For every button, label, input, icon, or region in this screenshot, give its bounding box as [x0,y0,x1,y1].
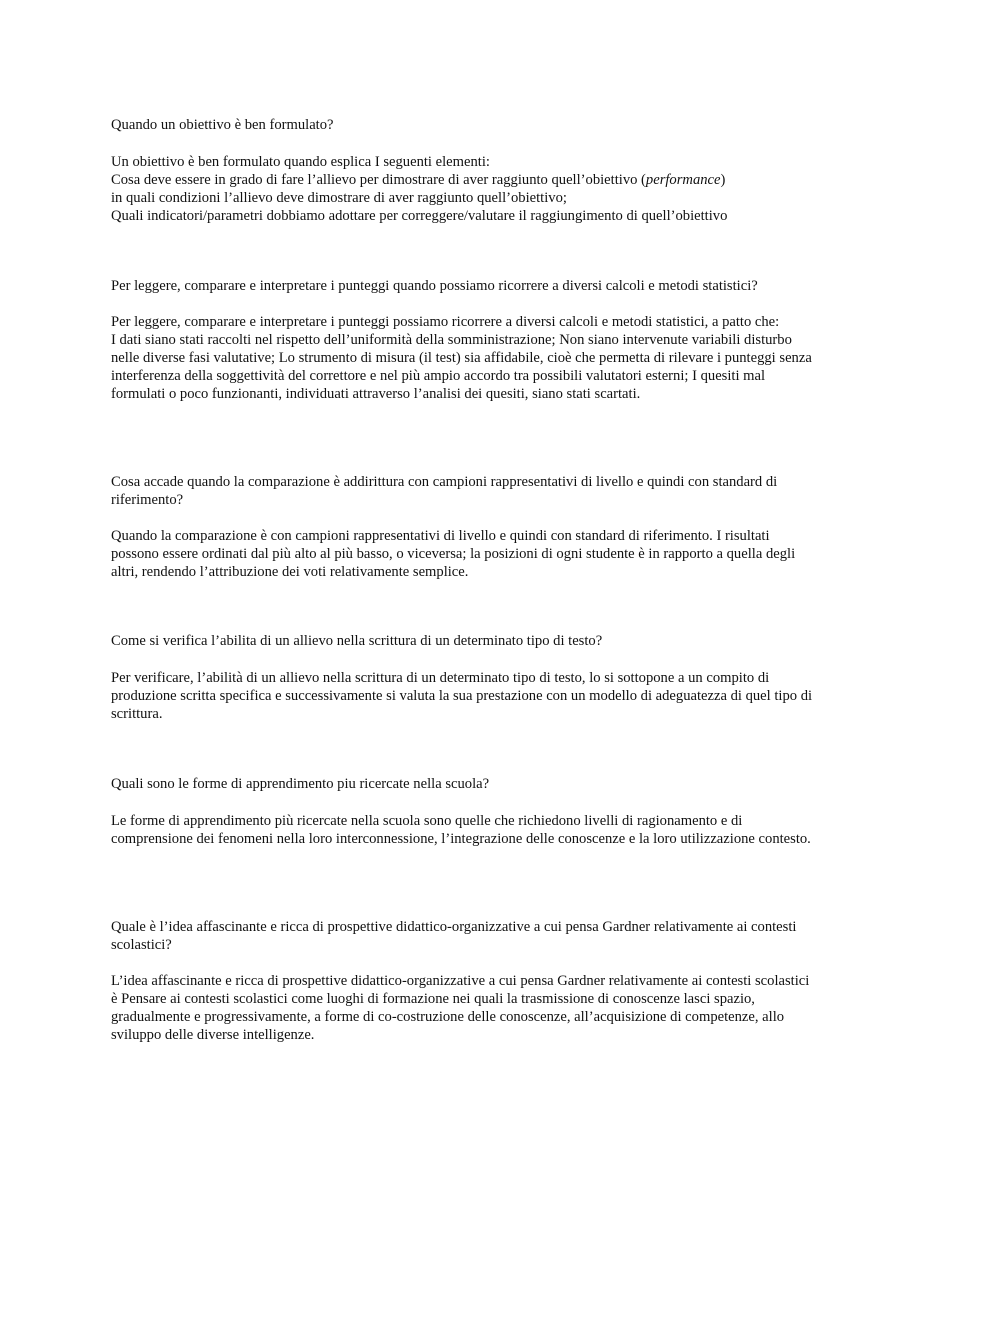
question-1 [111,116,911,134]
answer-line: formulati o poco funzionanti, individuati attraverso l’analisi dei quesiti, siano stati scartati. [111,386,641,402]
answer-line: L’idea affascinante e ricca di prospettive didattico-organizzative a cui pensa Gardner relativamente ai contesti scolastici [111,973,810,989]
answer-line: comprensione dei fenomeni nella loro interconnessione, l’integrazione delle conoscenze e la loro utilizzazione contesto. [111,831,811,847]
answer-line: Quali indicatori/parametri dobbiamo adottare per correggere/valutare il raggiungimento di quell’obiettivo [111,208,728,224]
question-6 [111,918,911,954]
question-3 [111,473,911,509]
question-line: Per leggere, comparare e interpretare i punteggi quando possiamo ricorrere a diversi calcoli e metodi statistici? [111,278,758,294]
question-line: riferimento? [111,492,184,508]
answer-line [111,171,911,189]
answer-line: I dati siano stati raccolti nel rispetto dell’uniformità della somministrazione; Non siano intervenute variabili disturbo [111,332,792,348]
answer-line: sviluppo delle diverse intelligenze. [111,1027,315,1043]
question-line: Quale è l’idea affascinante e ricca di prospettive didattico-organizzative a cui pensa Gardner relativamente ai contesti [111,919,797,935]
question-line: Quando un obiettivo è ben formulato? [111,117,334,133]
answer-line: Per leggere, comparare e interpretare i punteggi possiamo ricorrere a diversi calcoli e metodi statistici, a patto che: [111,314,780,330]
answer-text: Cosa deve essere in grado di fare l’allievo per dimostrare di aver raggiunto quell’obiettivo ( [111,172,646,188]
question-4 [111,632,911,650]
answer-text: ) [720,172,726,188]
answer-line: Per verificare, l’abilità di un allievo nella scrittura di un determinato tipo di testo, lo si sottopone a un compito di [111,670,770,686]
answer-line: Un obiettivo è ben formulato quando esplica I seguenti elementi: [111,154,490,170]
answer-line: Quando la comparazione è con campioni rappresentativi di livello e quindi con standard di riferimento. I risultati [111,528,770,544]
answer-3 [111,527,911,581]
answer-6 [111,972,911,1044]
answer-line: possono essere ordinati dal più alto al più basso, o viceversa; la posizioni di ogni studente è in rapporto a quella degli [111,546,796,562]
answer-1 [111,153,911,225]
answer-5 [111,812,911,848]
answer-line: nelle diverse fasi valutative; Lo strumento di misura (il test) sia affidabile, cioè che permetta di rilevare i punteggi senza [111,350,812,366]
answer-2 [111,313,911,403]
answer-line: scrittura. [111,706,163,722]
answer-line: Le forme di apprendimento più ricercate nella scuola sono quelle che richiedono livelli di ragionamento e di [111,813,743,829]
question-line: Quali sono le forme di apprendimento piu ricercate nella scuola? [111,776,490,792]
question-line: Cosa accade quando la comparazione è addirittura con campioni rappresentativi di livello e quindi con standard di [111,474,778,490]
answer-line: è Pensare ai contesti scolastici come luoghi di formazione nei quali la trasmissione di conoscenze lasci spazio, [111,991,755,1007]
answer-line: in quali condizioni l’allievo deve dimostrare di aver raggiunto quell’obiettivo; [111,190,567,206]
question-5 [111,775,911,793]
question-2 [111,277,911,295]
answer-4 [111,669,911,723]
answer-line: interferenza della soggettività del correttore e nel più ampio accordo tra possibili valutatori esterni; I quesiti mal [111,368,766,384]
answer-line: produzione scritta specifica e successivamente si valuta la sua prestazione con un modello di adeguatezza di quel tipo di [111,688,813,704]
answer-line: altri, rendendo l’attribuzione dei voti relativamente semplice. [111,564,469,580]
answer-line: gradualmente e progressivamente, a forme di co-costruzione delle conoscenze, all’acquisizione di competenze, allo [111,1009,785,1025]
question-line: Come si verifica l’abilita di un allievo nella scrittura di un determinato tipo di testo? [111,633,603,649]
answer-emphasis: performance [645,172,721,188]
question-line: scolastici? [111,937,172,953]
